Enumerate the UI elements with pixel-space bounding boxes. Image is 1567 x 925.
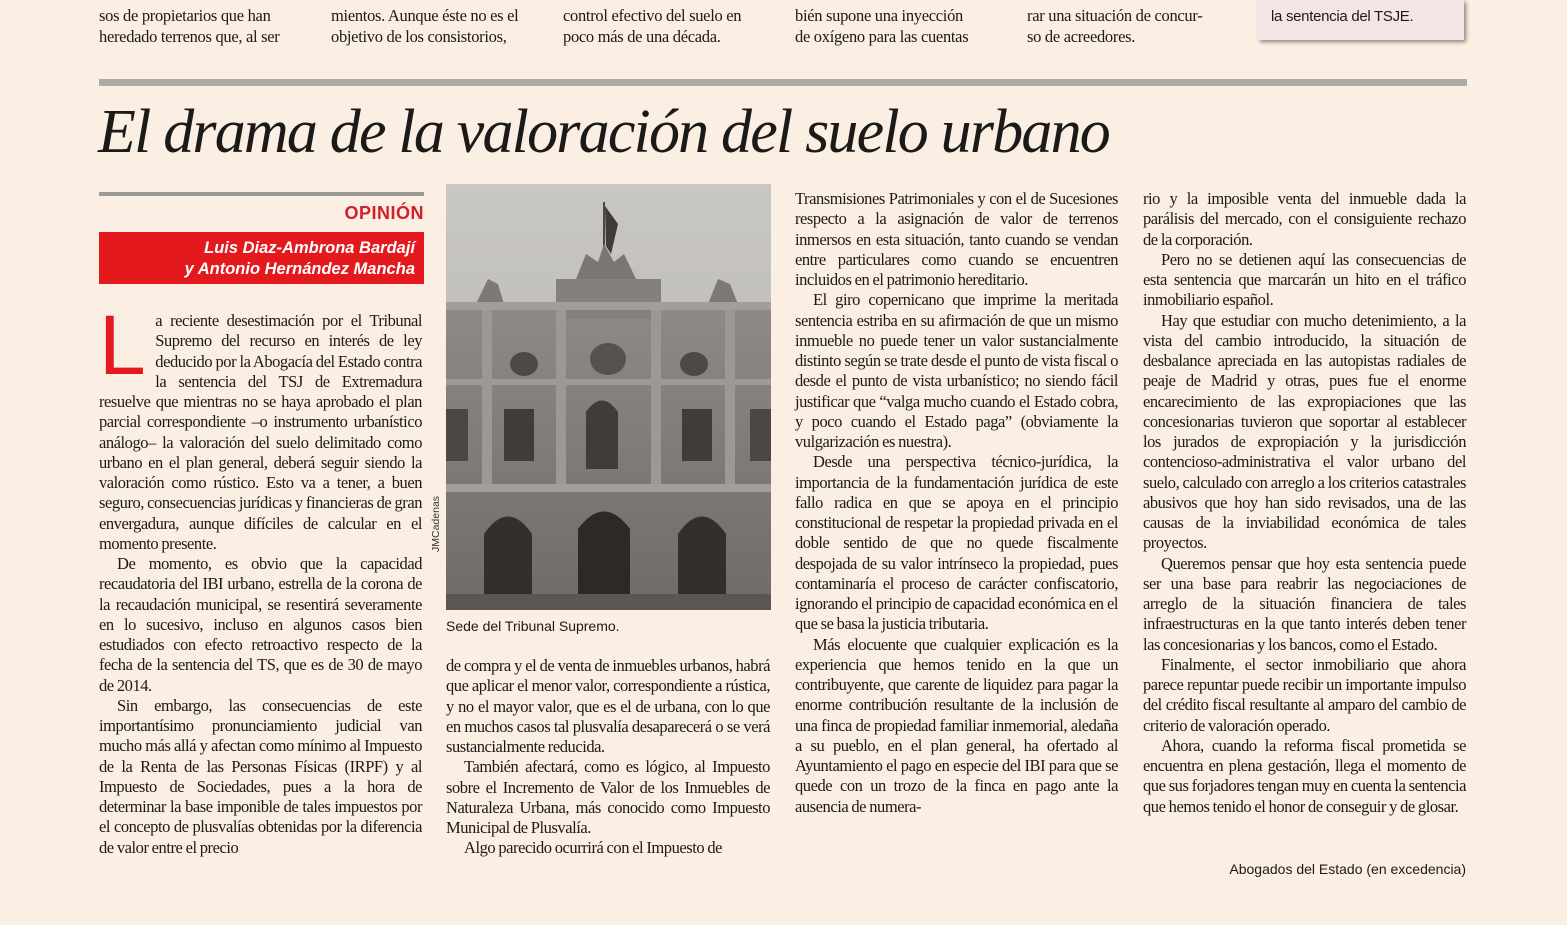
- prev-line: so de acreedores.: [1027, 26, 1136, 46]
- photo-credit: JMCadenas: [430, 495, 442, 552]
- article-headline: El drama de la valoración del suelo urbano: [98, 98, 1110, 166]
- paragraph: rio y la imposible venta del inmueble dada la parálisis del mercado, con el consiguiente rechazo de la corporación.: [1143, 189, 1466, 249]
- prev-line: rar una situación de concur-: [1027, 6, 1203, 25]
- paragraph: de compra y el de venta de inmuebles urbanos, habrá que aplicar el menor valor, correspondiente a rústica, y no el mayor valor, que es el de urbana, con lo que en muchos casos tal plusvalía desaparecerá o se verá sustancialmente reducida.: [446, 656, 770, 756]
- article-column-2: [446, 656, 770, 859]
- paragraph: Hay que estudiar con mucho detenimiento, a la vista del cambio introducido, la situación de desbalance apreciada en las autopistas radiales de peaje de Madrid y otras, pues fue el enorme encarecimiento de las expropiaciones que las concesionarias tuvieron que soportar al establecer los jurados de expropiación y la jurisdicción contencioso-administrativa el valor urbano del suelo, calculado con arreglo a los criterios catastrales abusivos que hoy han sido revisados, una de las causas de la inviabilidad económica de tales proyectos.: [1143, 310, 1466, 553]
- article-column-3: [795, 189, 1118, 817]
- paragraph: Ahora, cuando la reforma fiscal prometida se encuentra en plena gestación, llega el momento de que sus forjadores tengan muy en cuenta la sentencia que hemos tenido el honor de conseguir y de glosar.: [1143, 735, 1466, 816]
- prev-line: poco más de una década.: [563, 26, 721, 46]
- paragraph: Más elocuente que cualquier explicación es la experiencia que hemos tenido en la que un contribuyente, que carente de liquidez para pagar la enorme contribución resultante de la inclusión de una finca de propiedad familiar inmemorial, aledaña a su pueblo, en el plan general, ha ofertado al Ayuntamiento el pago en especie del IBI para que se quede con un trozo de la finca en pago ante la ausencia de numera-: [795, 634, 1118, 816]
- prev-article-col3: [563, 6, 741, 47]
- article-column-4: [1143, 189, 1466, 817]
- paragraph: El giro copernicano que imprime la meritada sentencia estriba en su afirmación de que un mismo inmueble no puede tener un valor sustancialmente distinto según se trate desde el punto de vista fiscal o desde el punto de vista urbanístico; no siendo fácil justificar que “valga mucho cuando el Estado cobra, y poco cuando el Estado paga” (obviamente la vulgarización es nuestra).: [795, 290, 1118, 451]
- article-column-1: [99, 298, 422, 858]
- prev-line: sos de propietarios que han: [99, 6, 271, 25]
- prev-line: control efectivo del suelo en: [563, 6, 742, 25]
- prev-article-col1: [99, 6, 280, 47]
- author-line: Luis Diaz-Ambrona Bardají: [204, 239, 415, 257]
- building-illustration: [446, 184, 771, 610]
- author-signoff: Abogados del Estado (en excedencia): [1229, 861, 1466, 877]
- paragraph: Pero no se detienen aquí las consecuencias de esta sentencia que marcarán un hito en el tráfico inmobiliario español.: [1143, 249, 1466, 310]
- paragraph: La reciente desestimación por el Tribunal Supremo del recurso en interés de ley deducido por la Abogacía del Estado contra la sentencia del TSJ de Extremadura resuelve que mientras no se haya aprobado el plan parcial correspondiente –o instrumento urbanístico análogo– la valoración del suelo delimitado como urbano en el plan general, deberá seguir siendo la valoración como rústico. Esto va a tener, a buen seguro, consecuencias jurídicas y financieras de gran envergadura, aunque difíciles de calcular en el momento presente.: [99, 298, 422, 553]
- photo-caption: Sede del Tribunal Supremo.: [446, 618, 620, 634]
- prev-article-col2: [331, 6, 518, 47]
- paragraph: También afectará, como es lógico, al Impuesto sobre el Incremento de Valor de los Inmuebles de Naturaleza Urbana, más conocido como Impuesto Municipal de Plusvalía.: [446, 757, 770, 837]
- paragraph: Desde una perspectiva técnico-jurídica, la importancia de la fundamentación jurídica de este fallo radica en que se apoya en el principio constitucional de respetar la propiedad privada en el doble sentido de que no quede fiscalmente despojada de su valor intrínseco la propiedad, pues contaminaría el proceso de carácter confiscatorio, ignorando el principio de capacidad económica en el que se basa la justicia tributaria.: [795, 452, 1118, 634]
- prev-line: de oxígeno para las cuentas: [795, 26, 969, 46]
- author-box: [99, 232, 424, 284]
- paragraph: Transmisiones Patrimoniales y con el de Sucesiones respecto a la asignación de valor de terrenos inmersos en esta situación, tanto cuando se vendan entre particulares como cuando se encuentren incluidos en el patrimonio hereditario.: [795, 189, 1118, 289]
- prev-line: mientos. Aunque éste no es el: [331, 6, 519, 25]
- author-line: y Antonio Hernández Mancha: [184, 259, 415, 278]
- section-label: OPINIÓN: [344, 203, 424, 223]
- drop-cap: L: [99, 298, 146, 392]
- paragraph: De momento, es obvio que la capacidad recaudatoria del IBI urbano, estrella de la corona de la recaudación municipal, se resentirá severamente en lo sucesivo, incluso en algunos casos bien estudiados con efecto retroactivo respecto de la fecha de la sentencia del TS, que es de 30 de mayo de 2014.: [99, 554, 422, 695]
- supreme-court-photo: [446, 184, 771, 610]
- top-divider: [99, 79, 1467, 86]
- sidebar-note-box: la sentencia del TSJE.: [1258, 0, 1464, 40]
- prev-line: heredado terrenos que, al ser: [99, 26, 280, 46]
- paragraph: Queremos pensar que hoy esta sentencia puede ser una base para reabrir las negociaciones de arreglo de la situación financiera de tales infraestructuras en la que tanto interés deben tener las concesionarias y los bancos, como el Estado.: [1143, 553, 1466, 654]
- paragraph: Algo parecido ocurrirá con el Impuesto de: [464, 838, 723, 858]
- section-divider: [99, 192, 424, 196]
- paragraph: Sin embargo, las consecuencias de este importantísimo pronunciamiento judicial van mucho más allá y afectan como mínimo al Impuesto de la Renta de las Personas Físicas (IRPF) y al Impuesto de Sociedades, pues a la hora de determinar la base imponible de tales impuestos por el concepto de plusvalías obtenidas por la diferencia de valor entre el precio: [99, 695, 422, 857]
- prev-line: bién supone una inyección: [795, 6, 963, 25]
- prev-article-col4: [795, 6, 968, 47]
- prev-article-col5: [1027, 6, 1202, 47]
- paragraph: Finalmente, el sector inmobiliario que ahora parece repuntar puede recibir un importante impulso del crédito fiscal resultante al amparo del cambio de criterio de valoración operado.: [1143, 654, 1466, 735]
- prev-line: objetivo de los consistorios,: [331, 26, 507, 46]
